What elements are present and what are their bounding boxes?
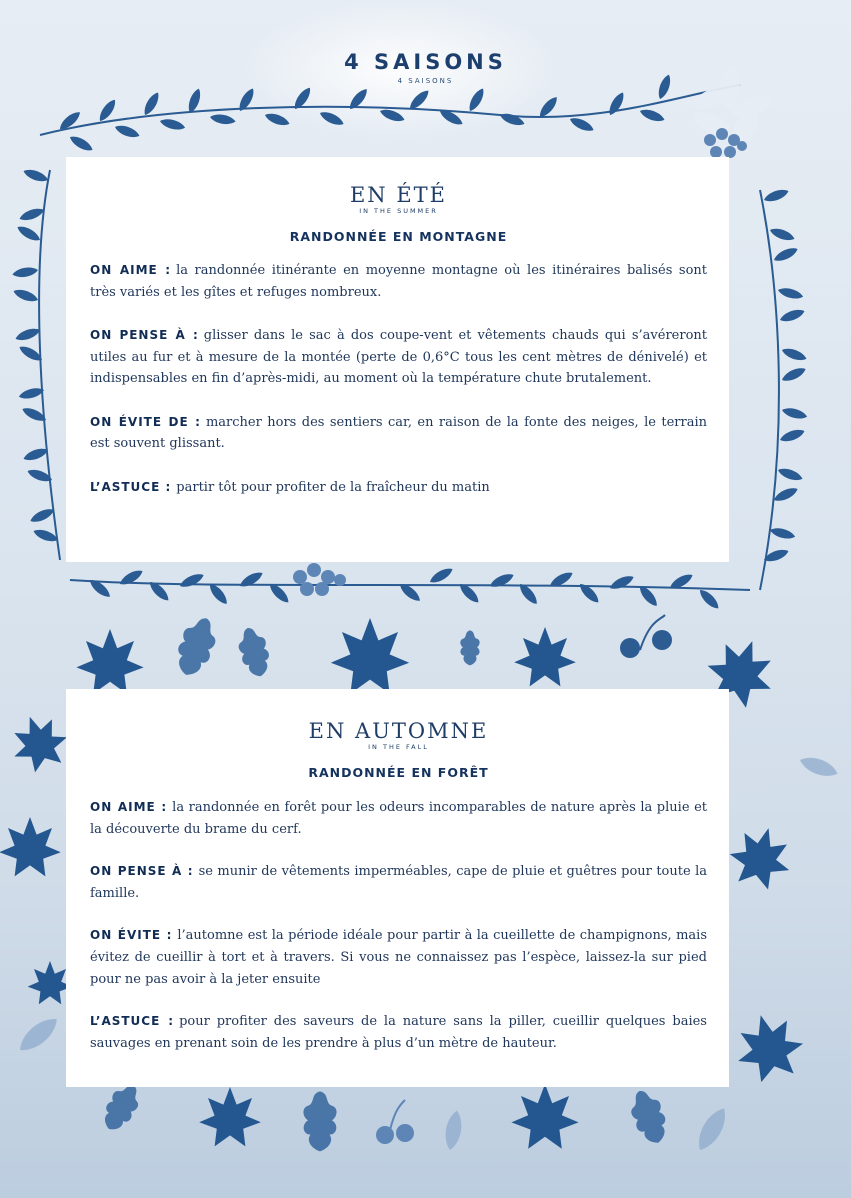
fall-like	[90, 796, 707, 841]
summer-tip	[90, 477, 707, 499]
fall-like-text: la randonnée en forêt pour les odeurs incomparables de nature après la pluie et la découverte du brame du cerf.	[90, 800, 707, 837]
fall-title: EN AUTOMNE	[308, 719, 489, 743]
fall-activity: RANDONNÉE EN FORÊT	[308, 765, 489, 780]
summer-avoid	[90, 412, 707, 455]
fall-avoid-text: l’automne est la période idéale pour partir à la cueillette de champignons, mais évitez de cueillir à tort et à travers. Si vous ne connaissez pas l’espèce, laissez-la sur pied pour ne pas avoir à la jeter ensuite	[90, 928, 707, 987]
fall-tip	[90, 1010, 707, 1055]
summer-like-label: ON AIME :	[90, 263, 172, 277]
summer-think-label: ON PENSE À :	[90, 328, 199, 342]
summer-think-text: glisser dans le sac à dos coupe-vent et vêtements chauds qui s’avéreront utiles au fur et à mesure de la montée (perte de 0,6°C tous les cent mètres de dénivelé) et indispensables en fin d’après-midi, au moment où la température chute brutalement.	[90, 328, 707, 386]
page-subtitle: 4 SAISONS	[397, 77, 454, 85]
summer-subtitle: IN THE SUMMER	[359, 207, 438, 215]
fall-tip-text: pour profiter des saveurs de la nature sans la piller, cueillir quelques baies sauvages en prenant soin de les prendre à plus d’un mètre de hauteur.	[90, 1014, 707, 1051]
fall-tip-label: L’ASTUCE :	[90, 1014, 175, 1028]
summer-tip-text: partir tôt pour profiter de la fraîcheur du matin	[176, 479, 490, 495]
summer-tip-label: L’ASTUCE :	[90, 479, 172, 494]
summer-avoid-label: ON ÉVITE DE :	[90, 414, 201, 429]
summer-like-text: la randonnée itinérante en moyenne montagne où les itinéraires balisés sont très variés et les gîtes et refuges nombreux.	[90, 263, 708, 300]
fall-avoid-label: ON ÉVITE :	[90, 928, 173, 942]
fall-think	[90, 860, 707, 905]
summer-like	[90, 260, 707, 303]
fall-subtitle: IN THE FALL	[368, 743, 429, 751]
fall-card	[66, 689, 729, 1087]
summer-title: EN ÉTÉ	[349, 183, 448, 207]
fall-think-text: se munir de vêtements imperméables, cape de pluie et guêtres pour toute la famille.	[90, 864, 707, 901]
fall-think-label: ON PENSE À :	[90, 864, 194, 878]
fall-like-label: ON AIME :	[90, 800, 168, 814]
fall-avoid	[90, 924, 707, 991]
page-title: 4 SAISONS	[344, 50, 507, 74]
summer-card	[66, 157, 729, 562]
summer-activity: RANDONNÉE EN MONTAGNE	[289, 229, 508, 244]
summer-think	[90, 325, 707, 390]
summer-avoid-text: marcher hors des sentiers car, en raison de la fonte des neiges, le terrain est souvent glissant.	[90, 414, 707, 451]
page-header	[0, 50, 851, 85]
